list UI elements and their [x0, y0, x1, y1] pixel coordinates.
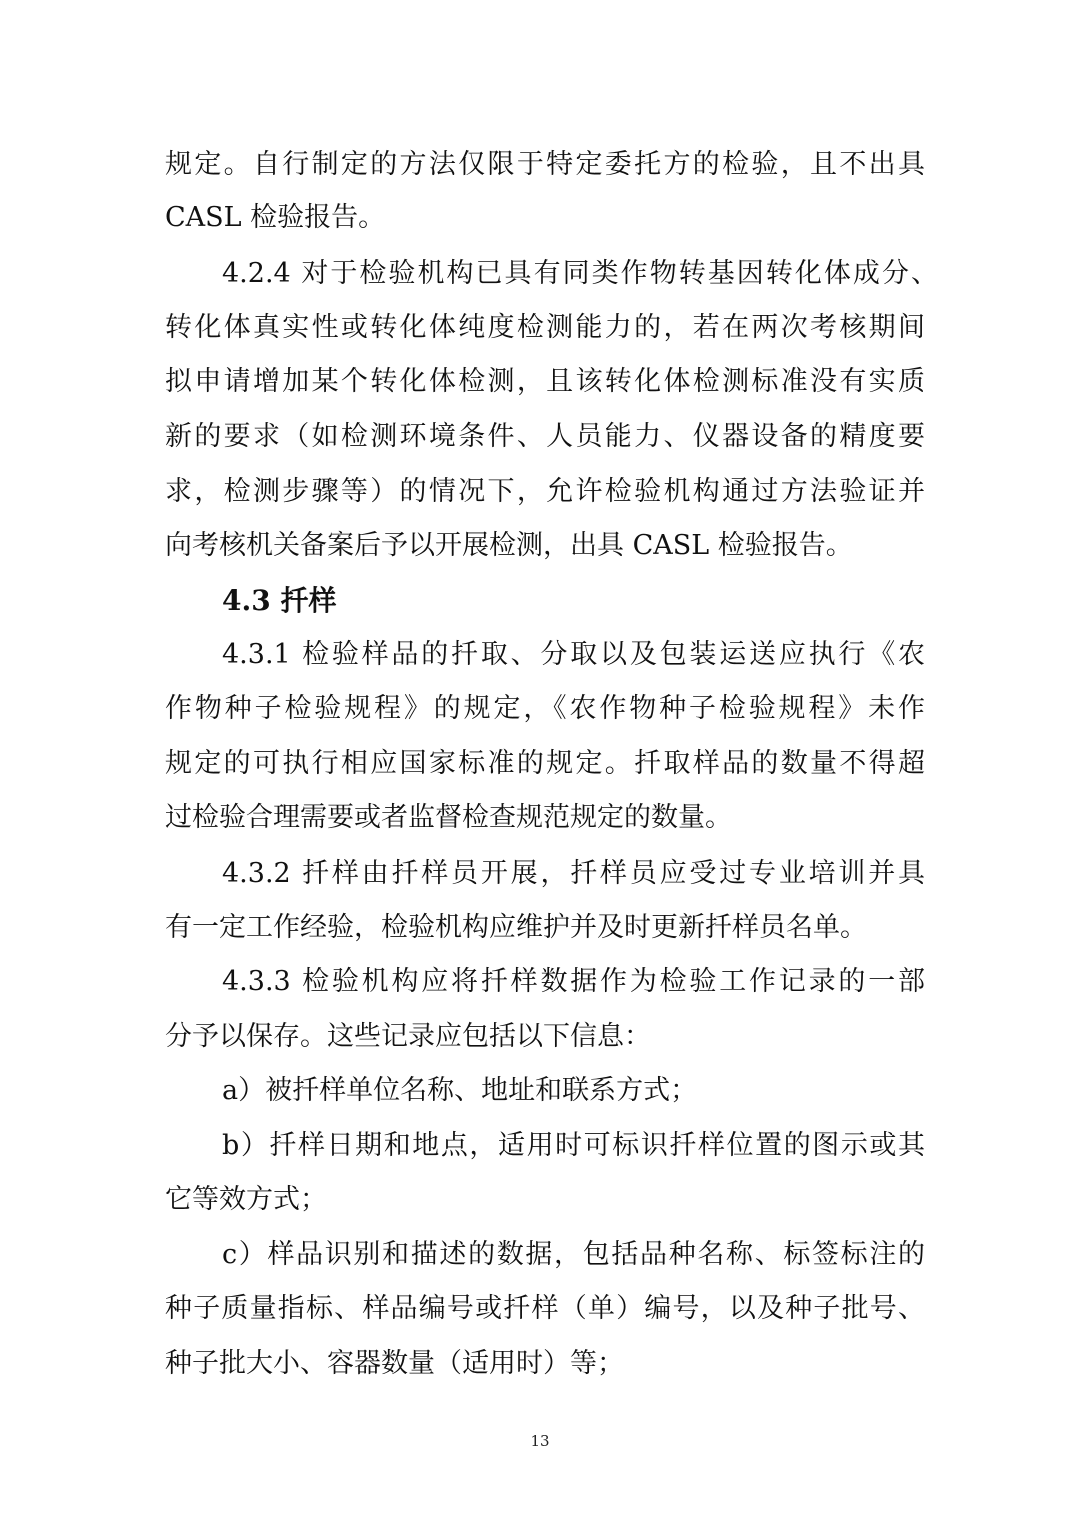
text-line: 过检验合理需要或者监督检查规范规定的数量。 — [165, 802, 732, 833]
text-line: CASL 检验报告。 — [165, 202, 386, 233]
text-line: 4.3.2 扦样由扦样员开展，扦样员应受过专业培训并具 — [222, 858, 925, 889]
text-line: 有一定工作经验，检验机构应维护并及时更新扦样员名单。 — [165, 912, 867, 943]
list-item-c: c）样品识别和描述的数据，包括品种名称、标签标注的 — [222, 1239, 925, 1270]
text-line: 拟申请增加某个转化体检测，且该转化体检测标准没有实质 — [165, 366, 925, 397]
text-line: 分予以保存。这些记录应包括以下信息： — [165, 1021, 651, 1052]
text-line: 规定。自行制定的方法仅限于特定委托方的检验，且不出具 — [165, 149, 925, 180]
text-line: 4.3.1 检验样品的扦取、分取以及包装运送应执行《农 — [222, 639, 925, 670]
page-number: 13 — [530, 1432, 550, 1450]
list-item-a: a）被扦样单位名称、地址和联系方式； — [222, 1075, 698, 1106]
text-line: 规定的可执行相应国家标准的规定。扦取样品的数量不得超 — [165, 748, 925, 779]
text-line: 4.2.4 对于检验机构已具有同类作物转基因转化体成分、 — [222, 258, 938, 289]
list-item-c-cont: 种子质量指标、样品编号或扦样（单）编号，以及种子批号、 — [165, 1293, 925, 1324]
text-line: 转化体真实性或转化体纯度检测能力的，若在两次考核期间 — [165, 312, 925, 343]
list-item-b: b）扦样日期和地点，适用时可标识扦样位置的图示或其 — [222, 1130, 925, 1161]
section-heading: 4.3 扦样 — [222, 584, 337, 617]
text-line: 求，检测步骤等）的情况下，允许检验机构通过方法验证并 — [165, 476, 925, 507]
text-line: 4.3.3 检验机构应将扦样数据作为检验工作记录的一部 — [222, 966, 925, 997]
text-line: 向考核机关备案后予以开展检测，出具 CASL 检验报告。 — [165, 530, 853, 561]
list-item-c-cont: 种子批大小、容器数量（适用时）等； — [165, 1348, 624, 1379]
text-line: 新的要求（如检测环境条件、人员能力、仪器设备的精度要 — [165, 421, 925, 452]
list-item-b-cont: 它等效方式； — [165, 1184, 327, 1215]
text-line: 作物种子检验规程》的规定，《农作物种子检验规程》未作 — [165, 693, 925, 724]
